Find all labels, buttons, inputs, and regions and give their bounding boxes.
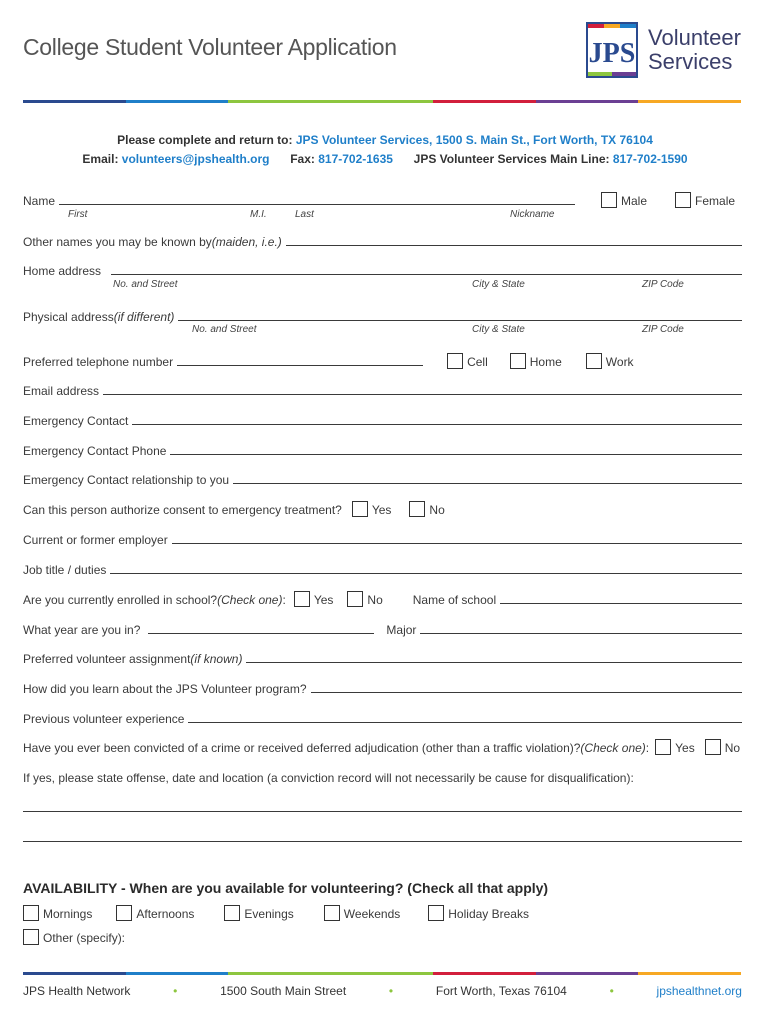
home-street-sublabel: No. and Street <box>113 279 178 290</box>
first-sublabel: First <box>68 209 88 220</box>
if-yes-input-2[interactable] <box>23 841 742 842</box>
header-color-band <box>23 100 741 103</box>
major-label: Major <box>386 623 417 637</box>
conviction-row <box>23 737 742 755</box>
footer-street: 1500 South Main Street <box>220 984 347 998</box>
availability-heading: AVAILABILITY - When are you available for volunteering? (Check all that apply) <box>23 880 549 896</box>
footer-separator: • <box>388 984 394 998</box>
learn-input[interactable] <box>311 692 742 693</box>
home-address-row <box>23 260 742 278</box>
authorize-label: Can this person authorize consent to emergency treatment? <box>23 503 342 517</box>
email-address-input[interactable] <box>103 394 742 395</box>
emergency-contact-input[interactable] <box>132 424 742 425</box>
emergency-phone-label: Emergency Contact Phone <box>23 444 167 458</box>
physical-address-input[interactable] <box>178 320 742 321</box>
learn-row <box>23 678 742 696</box>
assignment-input[interactable] <box>246 662 742 663</box>
physical-address-hint: (if different) <box>113 310 175 324</box>
previous-experience-label: Previous volunteer experience <box>23 712 185 726</box>
email-label: Email: <box>82 152 122 166</box>
employer-row <box>23 529 742 547</box>
email-address-label: Email address <box>23 384 100 398</box>
footer <box>23 984 742 998</box>
mi-sublabel: M.I. <box>250 209 267 220</box>
previous-experience-input[interactable] <box>188 722 742 723</box>
female-checkbox[interactable] <box>675 192 691 208</box>
enrolled-hint: (Check one) <box>217 593 283 607</box>
logo-letters: JPS <box>588 38 636 69</box>
year-row <box>23 619 742 637</box>
physical-address-label: Physical address <box>23 310 114 324</box>
email-link[interactable]: volunteers@jpshealth.org <box>121 152 270 166</box>
cell-label: Cell <box>467 355 488 369</box>
physical-city-sublabel: City & State <box>472 324 525 335</box>
enrolled-colon: : <box>282 593 286 607</box>
previous-experience-row <box>23 708 742 726</box>
authorize-no-checkbox[interactable] <box>409 501 425 517</box>
nickname-sublabel: Nickname <box>510 209 555 220</box>
holiday-breaks-checkbox[interactable] <box>428 905 444 921</box>
form-title: College Student Volunteer Application <box>23 34 397 60</box>
year-input[interactable] <box>148 633 374 634</box>
physical-zip-sublabel: ZIP Code <box>642 324 684 335</box>
home-address-label: Home address <box>23 264 102 278</box>
footer-city: Fort Worth, Texas 76104 <box>435 984 567 998</box>
employer-label: Current or former employer <box>23 533 168 547</box>
mornings-label: Mornings <box>43 907 93 921</box>
conviction-no-label: No <box>724 741 741 755</box>
emergency-phone-input[interactable] <box>170 454 742 455</box>
job-title-label: Job title / duties <box>23 563 107 577</box>
other-label: Other (specify): <box>43 931 126 945</box>
fax-label: Fax: <box>290 152 319 166</box>
home-label: Home <box>529 355 562 369</box>
home-address-input[interactable] <box>111 274 742 275</box>
authorize-row <box>23 499 742 517</box>
emergency-contact-row <box>23 410 742 428</box>
band-segment <box>228 100 331 103</box>
other-checkbox[interactable] <box>23 929 39 945</box>
phone-input[interactable] <box>177 365 423 366</box>
logo-text <box>648 26 741 74</box>
main-line-number: 817-702-1590 <box>612 152 688 166</box>
conviction-yes-checkbox[interactable] <box>655 739 671 755</box>
enrolled-no-label: No <box>367 593 383 607</box>
if-yes-line-1 <box>23 797 742 815</box>
emergency-relationship-label: Emergency Contact relationship to you <box>23 473 230 487</box>
school-name-input[interactable] <box>500 603 742 604</box>
footer-org: JPS Health Network <box>23 984 131 998</box>
assignment-hint: (if known) <box>190 652 243 666</box>
band-segment <box>126 972 229 975</box>
jps-volunteer-services-logo <box>586 22 746 80</box>
enrolled-yes-label: Yes <box>313 593 334 607</box>
other-names-row <box>23 231 742 249</box>
evenings-label: Evenings <box>244 907 294 921</box>
school-name-label: Name of school <box>412 593 497 607</box>
footer-color-band <box>23 972 741 975</box>
afternoons-checkbox[interactable] <box>116 905 132 921</box>
assignment-row <box>23 648 742 666</box>
emergency-contact-label: Emergency Contact <box>23 414 129 428</box>
footer-website-link[interactable]: jpshealthnet.org <box>656 984 742 998</box>
employer-input[interactable] <box>172 543 742 544</box>
other-names-label: Other names you may be known by <box>23 235 212 249</box>
authorize-no-label: No <box>429 503 445 517</box>
authorize-yes-label: Yes <box>371 503 392 517</box>
conviction-colon: : <box>645 741 650 755</box>
footer-separator: • <box>173 984 178 998</box>
availability-options <box>23 905 529 921</box>
last-sublabel: Last <box>295 209 314 220</box>
physical-street-sublabel: No. and Street <box>192 324 257 335</box>
footer-separator: • <box>609 984 614 998</box>
home-checkbox[interactable] <box>510 353 526 369</box>
authorize-yes-checkbox[interactable] <box>352 501 368 517</box>
band-segment <box>331 100 434 103</box>
band-segment <box>536 100 639 103</box>
evenings-checkbox[interactable] <box>224 905 240 921</box>
if-yes-row <box>23 767 742 785</box>
logo-word-services: Services <box>648 49 733 74</box>
if-yes-line-2 <box>23 827 742 845</box>
male-checkbox[interactable] <box>601 192 617 208</box>
weekends-label: Weekends <box>343 907 401 921</box>
job-title-input[interactable] <box>110 573 742 574</box>
enrolled-yes-checkbox[interactable] <box>294 591 310 607</box>
availability-other <box>23 929 125 945</box>
enrolled-row <box>23 589 742 607</box>
phone-label: Preferred telephone number <box>23 355 174 369</box>
band-segment <box>638 972 741 975</box>
band-segment <box>331 972 434 975</box>
afternoons-label: Afternoons <box>136 907 195 921</box>
work-label: Work <box>605 355 634 369</box>
band-segment <box>23 100 126 103</box>
logo-word-volunteer: Volunteer <box>648 25 741 50</box>
band-segment <box>228 972 331 975</box>
major-input[interactable] <box>420 633 742 634</box>
cell-checkbox[interactable] <box>447 353 463 369</box>
band-segment <box>433 100 536 103</box>
if-yes-input-1[interactable] <box>23 811 742 812</box>
emergency-relationship-input[interactable] <box>233 483 742 484</box>
physical-address-row <box>23 306 742 324</box>
home-zip-sublabel: ZIP Code <box>642 279 684 290</box>
fax-number: 817-702-1635 <box>318 152 393 166</box>
name-row <box>23 190 742 208</box>
band-segment <box>23 972 126 975</box>
jps-logo-icon <box>586 22 638 78</box>
if-yes-label: If yes, please state offense, date and location (a conviction record will not necessarily be cause for disqualification): <box>23 771 634 785</box>
contact-info <box>0 152 770 166</box>
learn-label: How did you learn about the JPS Volunteer program? <box>23 682 307 696</box>
emergency-relationship-row <box>23 469 742 487</box>
work-checkbox[interactable] <box>586 353 602 369</box>
conviction-yes-label: Yes <box>675 741 695 755</box>
female-label: Female <box>695 194 736 208</box>
other-names-hint: (maiden, i.e.) <box>211 235 282 249</box>
home-city-sublabel: City & State <box>472 279 525 290</box>
return-label: Please complete and return to: <box>117 133 296 147</box>
band-segment <box>536 972 639 975</box>
band-segment <box>126 100 229 103</box>
main-line-label: JPS Volunteer Services Main Line: <box>413 152 613 166</box>
emergency-phone-row <box>23 440 742 458</box>
email-row <box>23 380 742 398</box>
return-instructions <box>0 133 770 147</box>
band-segment <box>638 100 741 103</box>
holiday-breaks-label: Holiday Breaks <box>448 907 529 921</box>
conviction-label: Have you ever been convicted of a crime or received deferred adjudication (other than a traffic violation)? <box>23 741 581 755</box>
band-segment <box>433 972 536 975</box>
weekends-checkbox[interactable] <box>324 905 340 921</box>
enrolled-no-checkbox[interactable] <box>347 591 363 607</box>
male-label: Male <box>621 194 648 208</box>
phone-row <box>23 351 742 369</box>
name-label: Name <box>23 194 56 208</box>
assignment-label: Preferred volunteer assignment <box>23 652 191 666</box>
enrolled-label: Are you currently enrolled in school? <box>23 593 218 607</box>
name-input[interactable] <box>59 204 575 205</box>
conviction-hint: (Check one) <box>580 741 646 755</box>
year-label: What year are you in? <box>23 623 141 637</box>
return-address: JPS Volunteer Services, 1500 S. Main St., Fort Worth, TX 76104 <box>295 133 653 147</box>
conviction-no-checkbox[interactable] <box>705 739 721 755</box>
job-title-row <box>23 559 742 577</box>
other-names-input[interactable] <box>286 245 742 246</box>
mornings-checkbox[interactable] <box>23 905 39 921</box>
